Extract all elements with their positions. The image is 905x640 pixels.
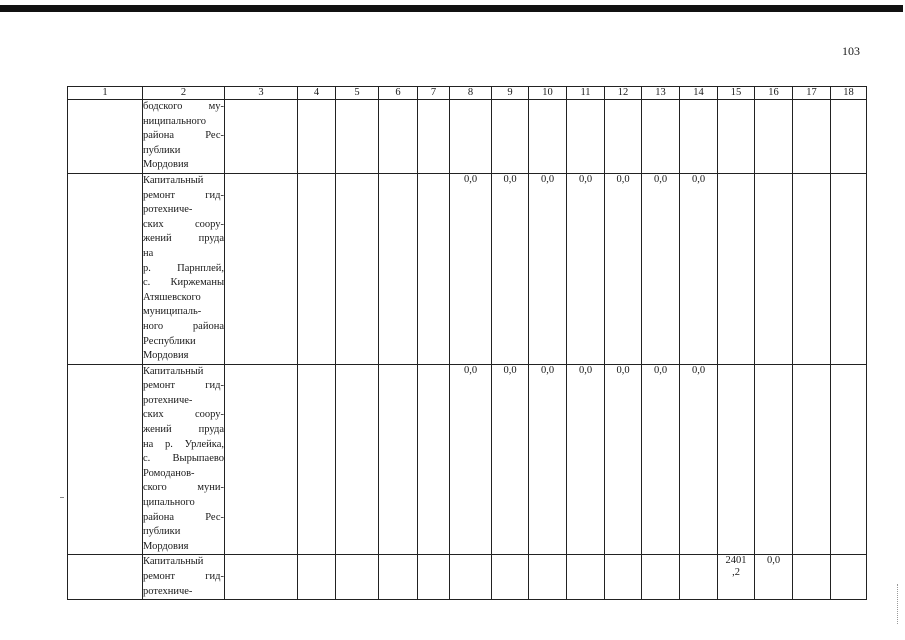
object-name-cell: [143, 100, 225, 174]
object-name-line: ципального: [143, 497, 195, 509]
object-name-line: ниципального: [143, 115, 207, 127]
table-row: [68, 555, 867, 600]
value-cell: 0,0: [642, 173, 680, 364]
code-cell: [68, 173, 143, 364]
value-cell: [379, 555, 418, 600]
value-cell: [379, 100, 418, 174]
object-name-line: на: [143, 247, 154, 259]
column-header: 18: [831, 87, 867, 100]
column-header: 2: [143, 87, 225, 100]
object-name-line: ремонт гид-: [143, 571, 224, 582]
value-cell: [680, 100, 718, 174]
column-number-row: [68, 87, 867, 100]
object-name-line: Республики: [143, 335, 196, 347]
value-cell: [755, 173, 793, 364]
column-header: 13: [642, 87, 680, 100]
value-cell: [529, 100, 567, 174]
value-cell: [336, 555, 379, 600]
code-cell: [68, 555, 143, 600]
object-name-line: муниципаль-: [143, 306, 202, 318]
object-name-line: публики: [143, 526, 181, 538]
table-row: [68, 100, 867, 174]
value-cell: [718, 364, 755, 555]
value-cell: [298, 100, 336, 174]
value-cell: 0,0: [492, 364, 529, 555]
code-cell: [68, 100, 143, 174]
value-cell: [298, 555, 336, 600]
object-name-line: ремонт гид-: [143, 189, 224, 201]
object-name-line: публики: [143, 144, 181, 156]
value-cell: 0,0: [605, 173, 642, 364]
value-cell: [418, 100, 450, 174]
value-cell: [831, 173, 867, 364]
object-name-line: ских соору-: [143, 409, 224, 421]
object-name-line: р. Парнплей,: [143, 262, 224, 274]
object-name-line: ремонт гид-: [143, 380, 224, 392]
value-cell: [642, 555, 680, 600]
column-header: 9: [492, 87, 529, 100]
column-header: 15: [718, 87, 755, 100]
column-header: 17: [793, 87, 831, 100]
object-name-line: на р. Урлейка,: [143, 438, 224, 450]
value-cell: [492, 100, 529, 174]
value-cell: [793, 364, 831, 555]
value-cell: 0,0: [450, 173, 492, 364]
value-cell: [567, 555, 605, 600]
value-cell: [793, 555, 831, 600]
object-name-line: ского муни-: [143, 482, 224, 494]
value-cell: [225, 100, 298, 174]
object-name-line: Ромоданов-: [143, 467, 195, 479]
column-header: 3: [225, 87, 298, 100]
column-header: 10: [529, 87, 567, 100]
object-name-line: Капитальный: [143, 174, 204, 186]
value-cell: [831, 555, 867, 600]
table-row: [68, 364, 867, 555]
column-header: 14: [680, 87, 718, 100]
object-name-line: с. Киржеманы: [143, 277, 224, 289]
value-cell: [298, 364, 336, 555]
scan-margin-mark: [60, 497, 64, 498]
object-name-line: ротехниче-: [143, 394, 193, 406]
value-cell: [492, 555, 529, 600]
value-cell: [418, 364, 450, 555]
page-number: 103: [842, 44, 860, 58]
table-body: [68, 87, 867, 600]
value-cell: 0,0: [529, 173, 567, 364]
value-cell: [605, 555, 642, 600]
value-cell: [225, 173, 298, 364]
value-cell: [336, 364, 379, 555]
object-name-cell: [143, 364, 225, 555]
object-name-line: района Рес-: [143, 130, 224, 142]
object-name-cell: [143, 555, 225, 600]
value-cell: 0,0: [567, 364, 605, 555]
value-cell: [298, 173, 336, 364]
value-cell: [755, 100, 793, 174]
object-name-line: района Рес-: [143, 511, 224, 523]
value-cell: [418, 173, 450, 364]
value-cell: [225, 364, 298, 555]
value-cell: [718, 100, 755, 174]
object-name-line: жений пруда: [143, 233, 224, 245]
value-cell: [755, 364, 793, 555]
value-cell: [450, 555, 492, 600]
value-cell: [642, 100, 680, 174]
value-cell: [831, 100, 867, 174]
object-name-line: Мордовия: [143, 540, 189, 552]
column-header: 6: [379, 87, 418, 100]
column-header: 12: [605, 87, 642, 100]
value-cell: [567, 100, 605, 174]
value-cell: [336, 173, 379, 364]
scan-edge-dots: [897, 584, 900, 624]
value-cell: 0,0: [755, 555, 793, 600]
column-header: 8: [450, 87, 492, 100]
object-name-line: с. Вырыпаево: [143, 453, 224, 465]
object-name-line: ного района: [143, 320, 224, 332]
value-cell: 0,0: [642, 364, 680, 555]
value-cell: [831, 364, 867, 555]
value-cell: 2401 ,2: [718, 555, 755, 600]
column-header: 1: [68, 87, 143, 100]
value-cell: 0,0: [605, 364, 642, 555]
object-name-line: ских соору-: [143, 218, 224, 230]
column-header: 16: [755, 87, 793, 100]
value-cell: 0,0: [450, 364, 492, 555]
object-name-line: Капитальный: [143, 556, 204, 568]
value-cell: [793, 173, 831, 364]
column-header: 5: [336, 87, 379, 100]
code-cell: [68, 364, 143, 555]
object-name-line: Мордовия: [143, 159, 189, 171]
value-cell: [379, 173, 418, 364]
value-cell: [379, 364, 418, 555]
value-cell: [418, 555, 450, 600]
value-cell: [680, 555, 718, 600]
column-header: 11: [567, 87, 605, 100]
object-name-line: ротехниче-: [143, 585, 193, 597]
value-cell: 0,0: [492, 173, 529, 364]
value-cell: 0,0: [680, 364, 718, 555]
object-name-line: ротехниче-: [143, 204, 193, 216]
budget-table: [67, 86, 867, 600]
object-name-line: Мордовия: [143, 350, 189, 362]
value-cell: 0,0: [680, 173, 718, 364]
column-header: 7: [418, 87, 450, 100]
value-cell: 0,0: [567, 173, 605, 364]
value-cell: 0,0: [529, 364, 567, 555]
table-row: [68, 173, 867, 364]
object-name-line: Капитальный: [143, 365, 204, 377]
top-scan-border: [0, 5, 903, 12]
column-header: 4: [298, 87, 336, 100]
value-cell: [336, 100, 379, 174]
value-cell: [225, 555, 298, 600]
object-name-line: жений пруда: [143, 424, 224, 436]
value-cell: [718, 173, 755, 364]
value-cell: [450, 100, 492, 174]
object-name-line: бодского му-: [143, 101, 224, 112]
value-cell: [529, 555, 567, 600]
object-name-line: Атяшевского: [143, 291, 201, 303]
object-name-cell: [143, 173, 225, 364]
value-cell: [793, 100, 831, 174]
value-cell: [605, 100, 642, 174]
